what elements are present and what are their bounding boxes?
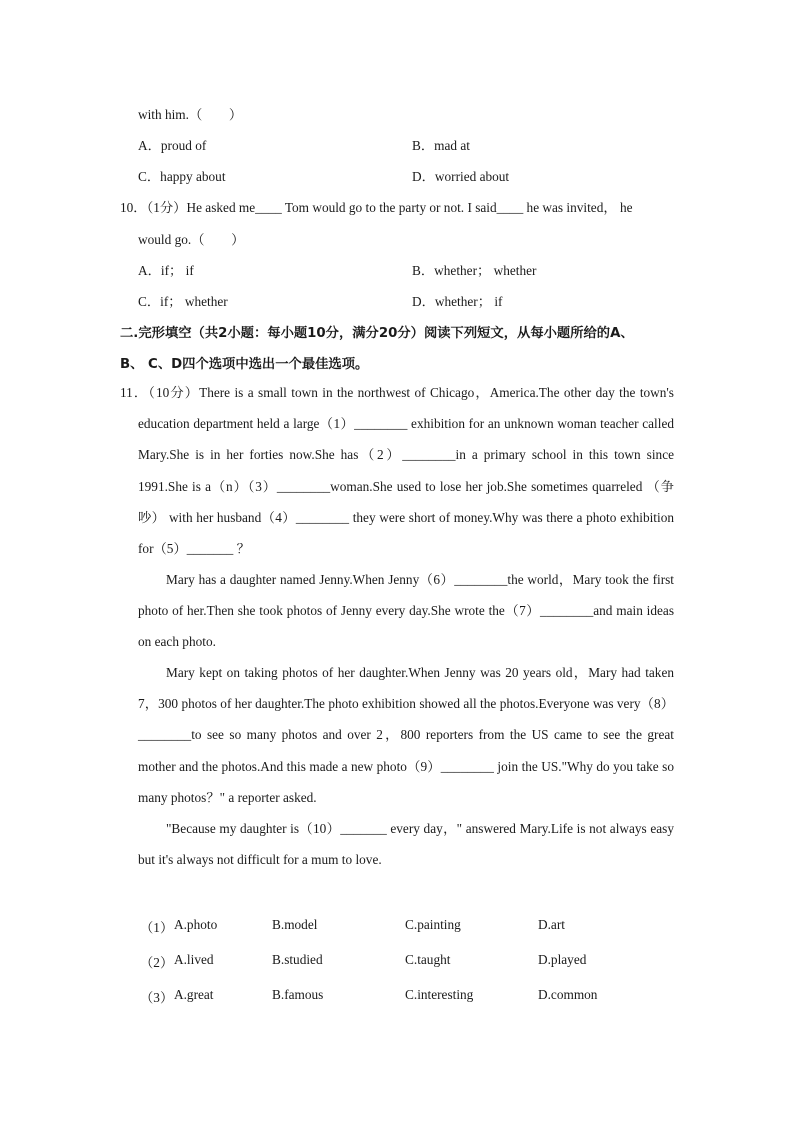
q11-paragraph-2: Mary has a daughter named Jenny.When Jenny（6）________the world，Mary took the first photo of her.Then she took photos of Jenny every day.She wrote the（7）________and main ideas on each photo.	[138, 572, 674, 650]
choice-number: （3）	[140, 990, 174, 1005]
choice-row-1	[0, 917, 794, 937]
q9-stem-tail: with him.（ ）	[138, 107, 243, 122]
choice-a[interactable]: A.lived	[174, 952, 214, 967]
choice-b[interactable]: B.model	[272, 917, 318, 932]
choice-row-3	[0, 987, 794, 1007]
q10-stem-line2: would go.（ ）	[138, 232, 245, 247]
choice-c[interactable]: C.taught	[405, 952, 451, 967]
q10-option-c[interactable]: C．if； whether	[138, 294, 228, 309]
q10-stem-line1: 10．（1分）He asked me____ Tom would go to the party or not. I said____ he was invited， he	[120, 200, 633, 215]
q9-option-c[interactable]: C．happy about	[138, 169, 226, 184]
choice-a[interactable]: A.great	[174, 987, 214, 1002]
q9-option-b[interactable]: B．mad at	[412, 138, 470, 153]
q11-paragraph-1	[120, 377, 674, 564]
choice-row-2	[0, 952, 794, 972]
q9-option-d[interactable]: D．worried about	[412, 169, 510, 184]
choice-b[interactable]: B.famous	[272, 987, 324, 1002]
q11-p1-text: 11．（10分）There is a small town in the northwest of Chicago，America.The other day the town's education department held a large（1）________ exhibition for an unknown woman teacher called Mary.She is in her forties now.She has（2）________in a primary school in this town since 1991.She is a（n）（3）________woman.She used to lose her job.She sometimes quarreled （争吵） with her husband（4）________ they were short of money.Why was there a photo exhibition for（5）_______ ？	[120, 385, 674, 557]
section-heading-line2: B、 C、D四个选项中选出一个最佳选项。	[120, 357, 369, 372]
choice-c[interactable]: C.painting	[405, 917, 461, 932]
choice-b[interactable]: B.studied	[272, 952, 323, 967]
q9-option-a[interactable]: A．proud of	[138, 138, 207, 153]
q10-option-d[interactable]: D．whether； if	[412, 294, 503, 309]
choice-d[interactable]: D.art	[538, 917, 565, 932]
choice-d[interactable]: D.common	[538, 987, 598, 1002]
q11-paragraph-3: Mary kept on taking photos of her daughter.When Jenny was 20 years old，Mary had taken 7，300 photos of her daughter.The photo exhibition showed all the photos.Everyone was very（8）________to see so many photos and over 2，800 reporters from the US came to see the great mother and the photos.And this made a new photo（9）________ join the US."Why do you take so many photos？" a reporter asked.	[138, 665, 674, 805]
choice-d[interactable]: D.played	[538, 952, 587, 967]
section-heading-line1: 二.完形填空（共2小题：每小题10分，满分20分）阅读下列短文，从每小题所给的A、	[120, 326, 634, 341]
q10-option-b[interactable]: B．whether； whether	[412, 263, 537, 278]
choice-number: （1）	[140, 920, 174, 935]
choice-number: （2）	[140, 955, 174, 970]
q10-option-a[interactable]: A．if； if	[138, 263, 194, 278]
choice-a[interactable]: A.photo	[174, 917, 218, 932]
choice-c[interactable]: C.interesting	[405, 987, 474, 1002]
q11-paragraph-4: "Because my daughter is（10）_______ every day，" answered Mary.Life is not always easy but it's always not difficult for a mum to love.	[138, 821, 674, 868]
